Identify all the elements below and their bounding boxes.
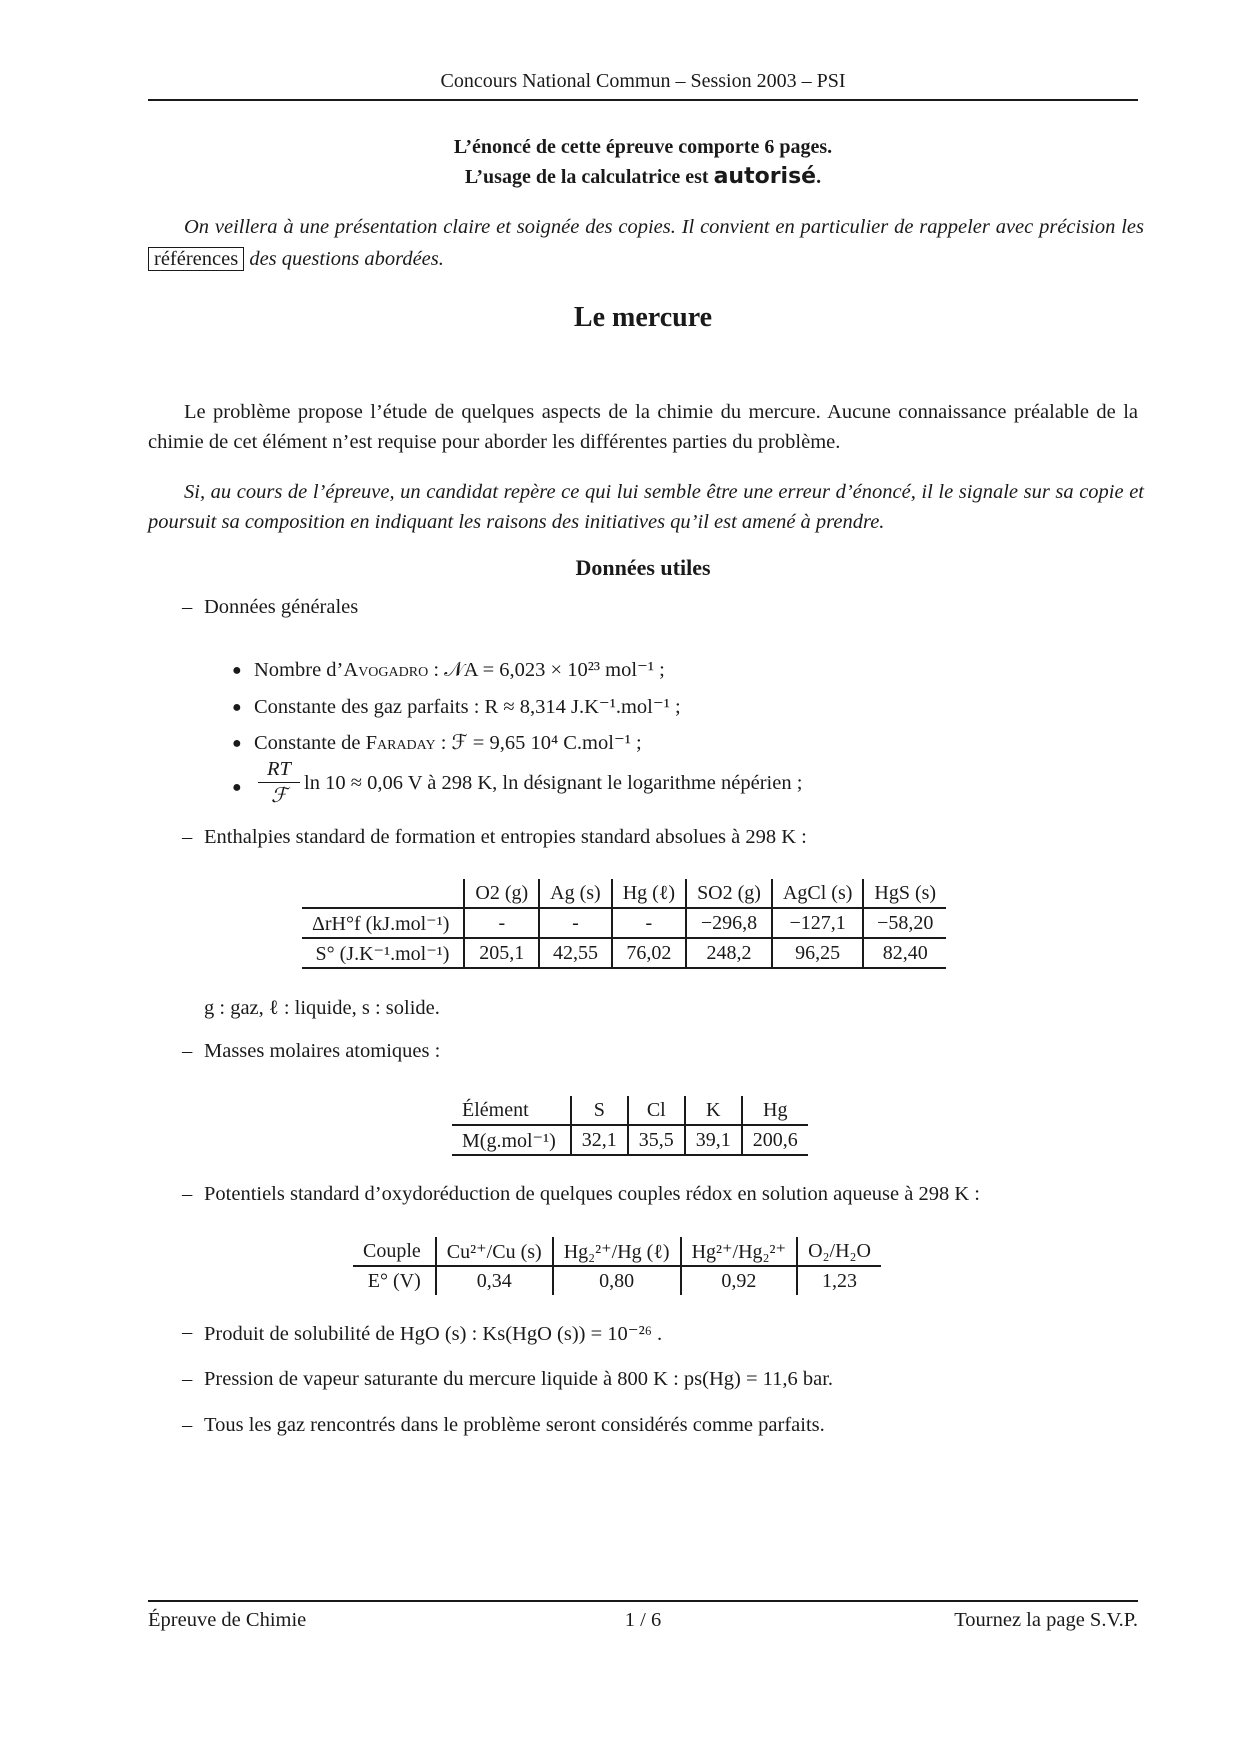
- error-instruction: Si, au cours de l’épreuve, un candidat repère ce qui lui semble être une erreur d’énoncé, il le signale sur sa copie et poursuit sa composition en indiquant les raisons des initiatives qu’il est amené à prendre.: [148, 481, 1144, 533]
- item-avogadro: [254, 657, 665, 682]
- table-cell: -: [612, 908, 686, 938]
- dash-marker: –: [182, 1414, 193, 1436]
- item-enthalpy-intro: Enthalpies standard de formation et entropies standard absolues à 298 K :: [204, 826, 807, 848]
- row-label-enthalpy: ΔrH°f (kJ.mol⁻¹): [302, 908, 464, 938]
- table-cell: 1,23: [797, 1266, 881, 1295]
- table-header-cell: HgS (s): [863, 879, 946, 908]
- footer-turn-page: Tournez la page S.V.P.: [954, 1609, 1138, 1631]
- table-cell: Hg²⁺/Hg₂²⁺: [681, 1237, 798, 1266]
- table-header-cell: O2 (g): [464, 879, 539, 908]
- intro-part2: des questions abordées.: [249, 248, 444, 270]
- dash-marker: –: [182, 596, 193, 618]
- footer-rule: [148, 1600, 1138, 1602]
- table-cell: -: [539, 908, 612, 938]
- table-row: [452, 1096, 808, 1125]
- table-cell: Hg₂²⁺/Hg (ℓ): [553, 1237, 681, 1266]
- table-cell: O₂/H₂O: [797, 1237, 881, 1266]
- item-general-data: Données générales: [204, 596, 359, 618]
- bullet-marker: ●: [232, 735, 242, 752]
- table-cell: Cu²⁺/Cu (s): [436, 1237, 553, 1266]
- table-row: [302, 938, 946, 968]
- table-cell: 205,1: [464, 938, 539, 968]
- intro-boxed-word: références: [148, 247, 244, 271]
- table-cell: −127,1: [772, 908, 863, 938]
- row-label-couple: Couple: [353, 1237, 436, 1266]
- item-molar-intro: Masses molaires atomiques :: [204, 1040, 441, 1062]
- table-cell: S: [571, 1096, 628, 1125]
- bullet-marker: ●: [232, 699, 242, 716]
- table-cell: 0,80: [553, 1266, 681, 1295]
- table-header-cell: Ag (s): [539, 879, 612, 908]
- dash-marker: –: [182, 1368, 193, 1390]
- page-header: Concours National Commun – Session 2003 – PSI: [440, 70, 846, 92]
- table-cell: 96,25: [772, 938, 863, 968]
- table-row: [302, 879, 946, 908]
- table-cell: 42,55: [539, 938, 612, 968]
- fraction-numerator: RT: [258, 756, 300, 783]
- table-row: [353, 1237, 881, 1266]
- item-vapor-pressure: Pression de vapeur saturante du mercure liquide à 800 K : ps(Hg) = 11,6 bar.: [204, 1368, 834, 1390]
- table-cell: Hg: [742, 1096, 808, 1125]
- header-rule: [148, 99, 1138, 101]
- item-ln10: ln 10 ≈ 0,06 V à 298 K, ln désignant le logarithme népérien ;: [304, 772, 803, 794]
- item-gas-constant: Constante des gaz parfaits : R ≈ 8,314 J.K⁻¹.mol⁻¹ ;: [254, 696, 681, 718]
- avogadro-name: Avogadro: [343, 659, 429, 681]
- row-label-entropy: S° (J.K⁻¹.mol⁻¹): [315, 942, 450, 965]
- redox-table: [353, 1237, 881, 1295]
- table-cell: 35,5: [628, 1125, 685, 1155]
- table-cell: 0,34: [436, 1266, 553, 1295]
- footer-subject: Épreuve de Chimie: [148, 1609, 307, 1631]
- table-cell: 32,1: [571, 1125, 628, 1155]
- table-header-cell: SO2 (g): [686, 879, 772, 908]
- notice-calculator-prefix: L’usage de la calculatrice est: [464, 166, 709, 188]
- exam-notice: [148, 132, 1138, 192]
- item-ideal-gases: Tous les gaz rencontrés dans le problème seront considérés comme parfaits.: [204, 1414, 825, 1436]
- molar-mass-table: [452, 1096, 808, 1156]
- row-label-mass: M(g.mol⁻¹): [452, 1125, 571, 1155]
- table-header-cell: Hg (ℓ): [612, 879, 686, 908]
- table-cell: 0,92: [681, 1266, 798, 1295]
- intro-part1: On veillera à une présentation claire et soignée des copies. Il convient en particulier de rappeler avec précision les: [184, 216, 1144, 238]
- faraday-name: Faraday: [365, 732, 436, 754]
- dash-marker: –: [182, 1040, 193, 1062]
- table-cell: 76,02: [612, 938, 686, 968]
- notice-calculator-suffix: .: [816, 166, 822, 188]
- faraday-value: : ℱ = 9,65 10⁴ C.mol⁻¹ ;: [435, 732, 642, 754]
- table-cell: −296,8: [686, 908, 772, 938]
- table-cell: 39,1: [685, 1125, 742, 1155]
- notice-pages: L’énoncé de cette épreuve comporte 6 pages.: [453, 136, 833, 158]
- bullet-marker: ●: [232, 779, 242, 796]
- table-row: [353, 1266, 881, 1295]
- table-row: [302, 908, 946, 938]
- item-solubility: Produit de solubilité de HgO (s) : Ks(HgO (s)) = 10⁻²⁶ .: [204, 1323, 663, 1345]
- avogadro-value: : 𝒩A = 6,023 × 10²³ mol⁻¹ ;: [428, 659, 665, 681]
- section-title: Données utiles: [575, 555, 711, 580]
- table-cell: -: [464, 908, 539, 938]
- table-cell: −58,20: [863, 908, 946, 938]
- dash-marker: –: [182, 826, 193, 848]
- table-header-cell: AgCl (s): [772, 879, 863, 908]
- notice-calculator-word: autorisé: [713, 164, 817, 189]
- table-cell: Cl: [628, 1096, 685, 1125]
- intro-paragraph: [148, 211, 1144, 275]
- dash-marker: –: [182, 1183, 193, 1205]
- avogadro-label: Nombre d’: [254, 659, 344, 681]
- item-potentials-intro: Potentiels standard d’oxydoréduction de quelques couples rédox en solution aqueuse à 298 K :: [204, 1183, 980, 1205]
- row-label-potential: E° (V): [367, 1269, 421, 1292]
- faraday-label: Constante de: [254, 732, 366, 754]
- state-legend: g : gaz, ℓ : liquide, s : solide.: [204, 997, 440, 1019]
- page-title: Le mercure: [573, 302, 713, 333]
- table-cell: K: [685, 1096, 742, 1125]
- table-cell: 248,2: [686, 938, 772, 968]
- fraction-denominator: ℱ: [270, 785, 288, 807]
- item-faraday: [254, 730, 642, 755]
- notice-calculator: [148, 162, 1138, 192]
- problem-description: Le problème propose l’étude de quelques aspects de la chimie du mercure. Aucune connaissance préalable de la chimie de cet élément n’est requise pour aborder les différentes parties du problème.: [148, 401, 1138, 453]
- bullet-marker: ●: [232, 662, 242, 679]
- table-cell: 82,40: [863, 938, 946, 968]
- row-label-element: Élément: [452, 1096, 571, 1125]
- table-cell: 200,6: [742, 1125, 808, 1155]
- footer-page-number: 1 / 6: [624, 1609, 662, 1631]
- thermo-table: [302, 879, 946, 969]
- dash-marker: –: [182, 1321, 193, 1343]
- table-row: [452, 1125, 808, 1155]
- table-corner: [302, 879, 464, 908]
- rt-over-f-fraction: [258, 756, 300, 809]
